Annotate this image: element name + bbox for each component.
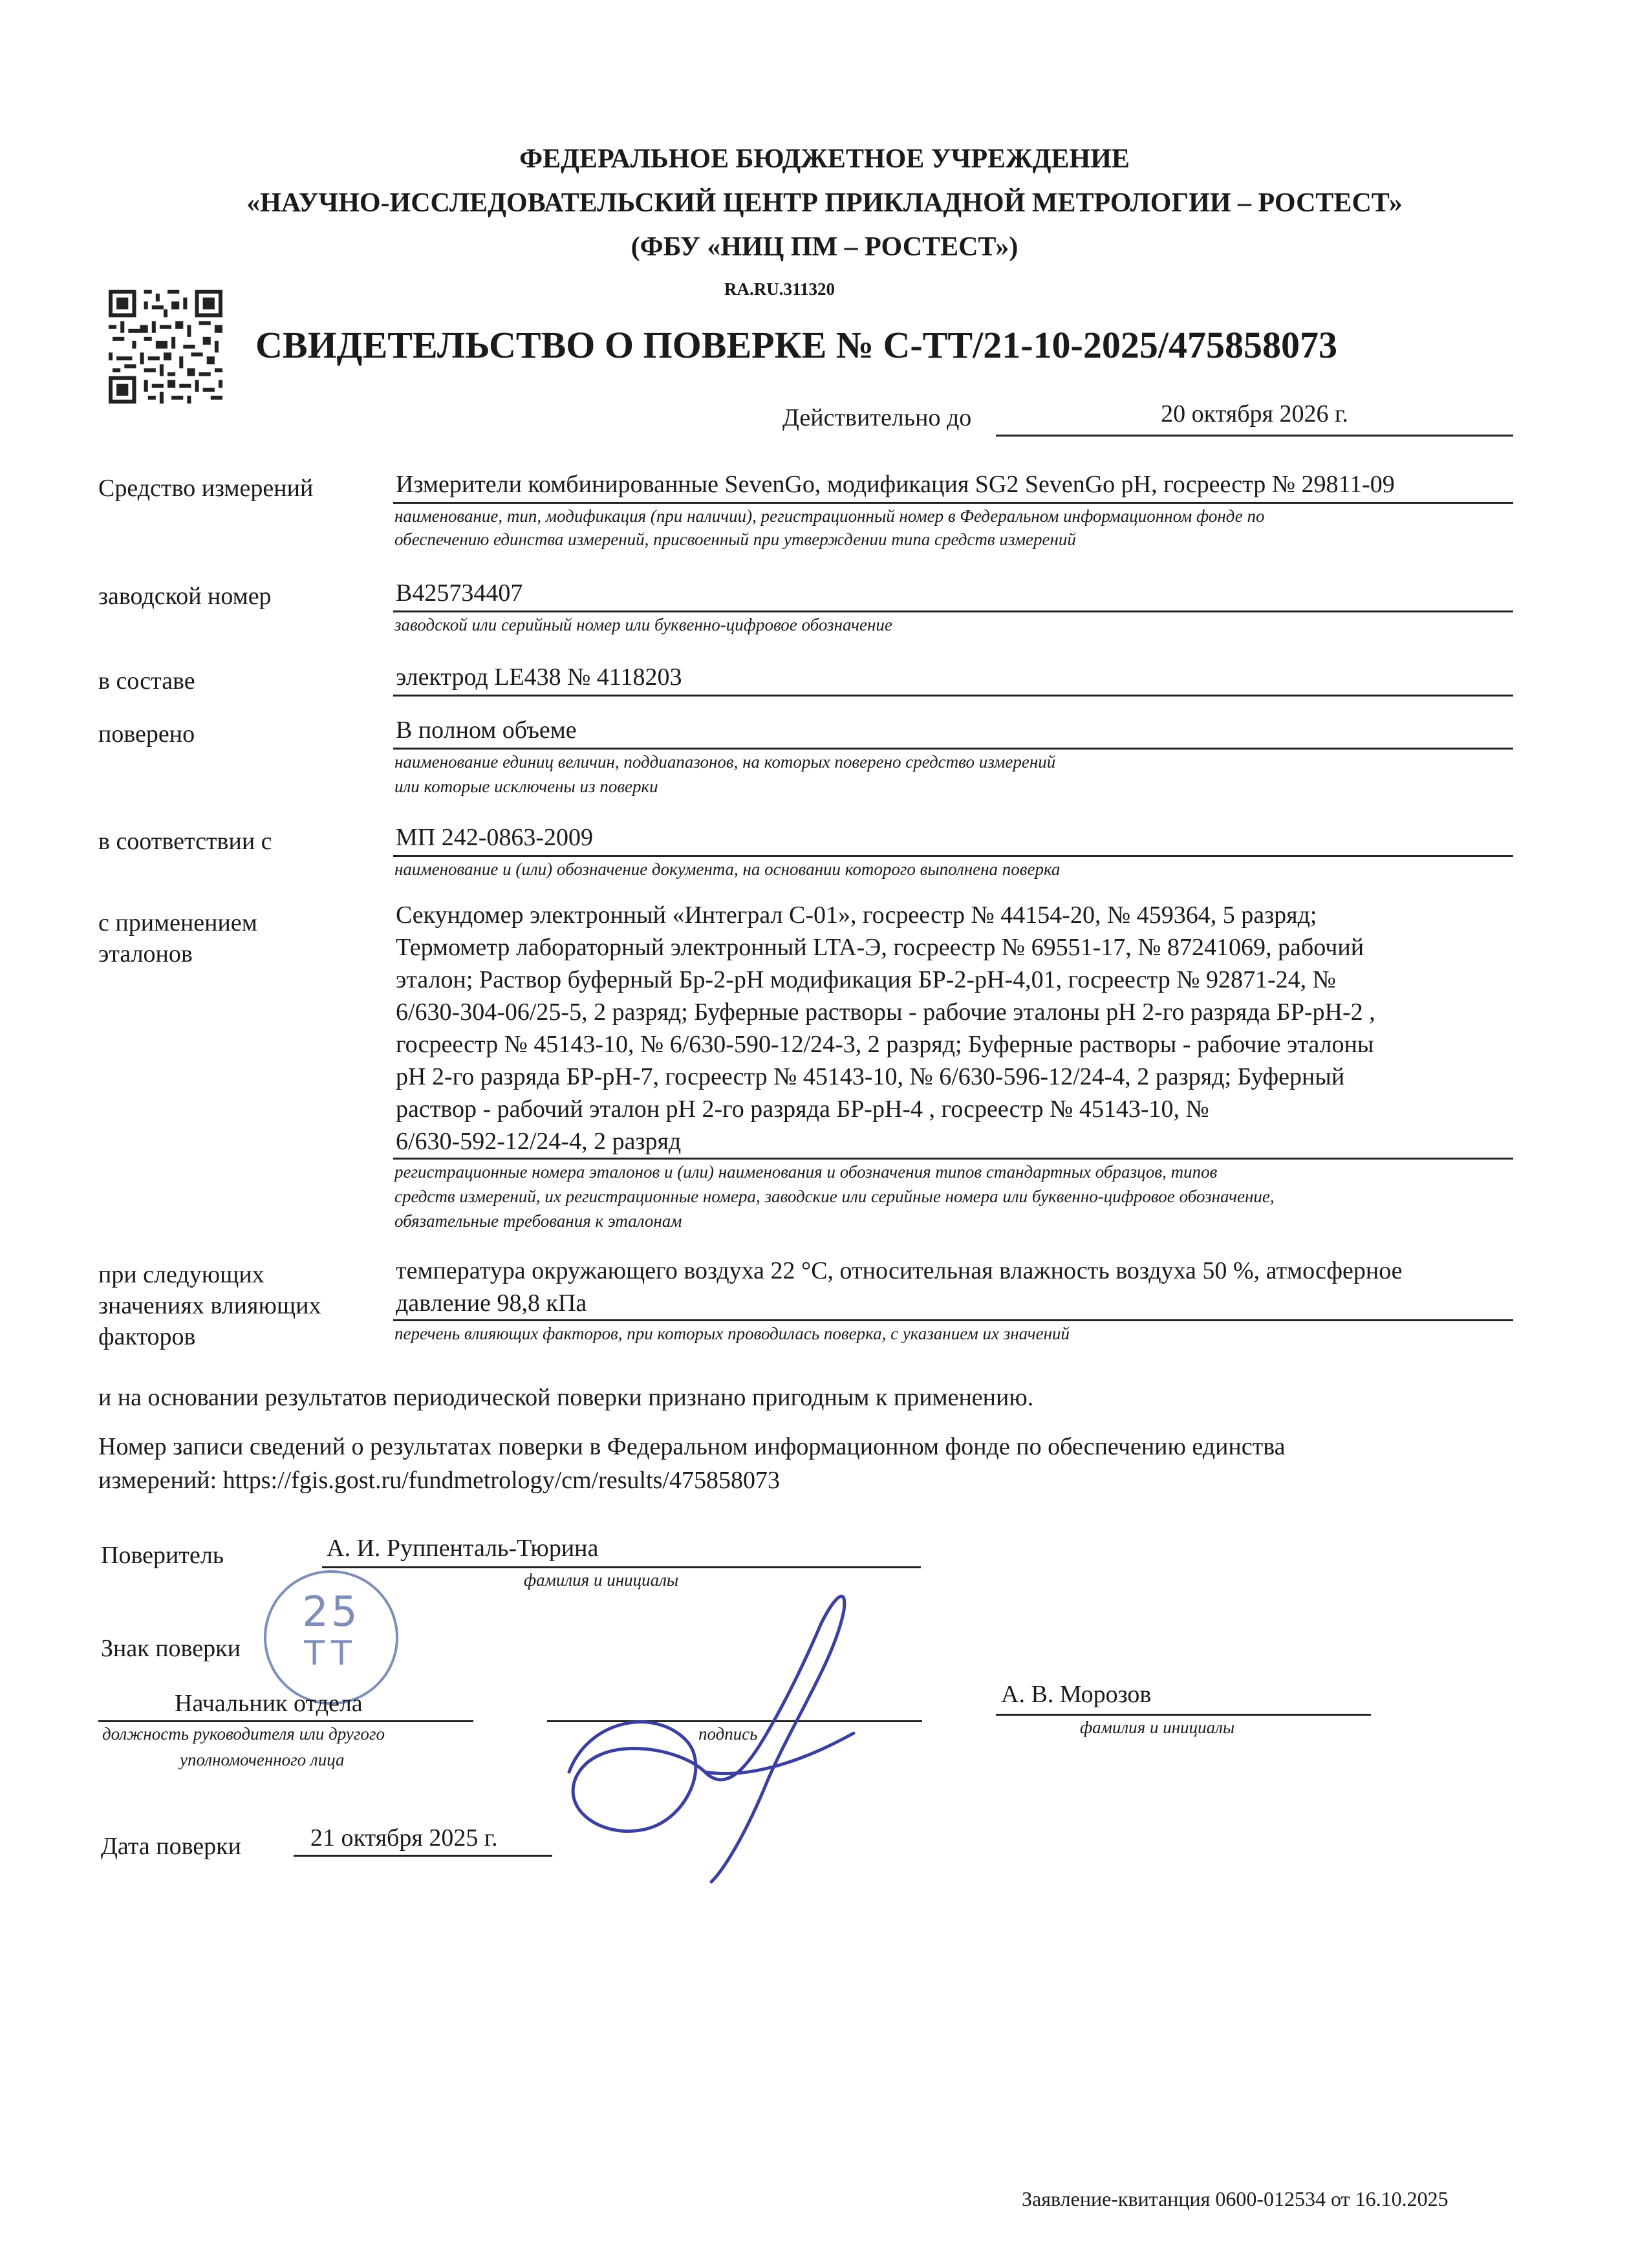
standards-label-1: с применением xyxy=(98,909,257,936)
valid-until-value: 20 октября 2026 г. xyxy=(1161,400,1348,427)
verification-date-label: Дата поверки xyxy=(101,1833,241,1860)
registry-line-1: Номер записи сведений о результатах поверки в Федеральном информационном фонде по обеспечению единства xyxy=(98,1433,1286,1460)
scope-rule xyxy=(393,748,1513,750)
conditions-label-1: при следующих xyxy=(98,1261,264,1288)
handwritten-signature xyxy=(550,1578,886,1888)
composition-value: электрод LE438 № 4118203 xyxy=(396,664,682,691)
verification-date-value: 21 октября 2025 г. xyxy=(310,1824,498,1852)
stamp-year: 25 xyxy=(302,1588,360,1636)
footer-receipt: Заявление-квитанция 0600-012534 от 16.10.2025 xyxy=(1022,2187,1449,2210)
instrument-label: Средство измерений xyxy=(98,475,314,502)
qr-code xyxy=(109,290,222,404)
verifier-name: А. И. Руппенталь-Тюрина xyxy=(327,1535,599,1562)
method-caption: наименование и (или) обозначение документа, на основании которого выполнена поверка xyxy=(394,859,1061,879)
standards-line: рН 2-го разряда БР-рН-7, госреестр № 45143-10, № 6/630-596-12/24-4, 2 разряд; Буферный xyxy=(396,1063,1345,1090)
instrument-rule xyxy=(393,502,1513,504)
stamp-code: ТТ xyxy=(304,1634,358,1673)
accreditation-number: RA.RU.311320 xyxy=(724,279,835,299)
org-name-line1: ФЕДЕРАЛЬНОЕ БЮДЖЕТНОЕ УЧРЕЖДЕНИЕ xyxy=(519,144,1130,174)
registry-line-2: измерений: https://fgis.gost.ru/fundmetrology/cm/results/475858073 xyxy=(98,1467,780,1494)
composition-label: в составе xyxy=(98,667,195,695)
method-value: МП 242-0863-2009 xyxy=(396,824,594,851)
org-name-line2: «НАУЧНО-ИССЛЕДОВАТЕЛЬСКИЙ ЦЕНТР ПРИКЛАДНОЙ МЕТРОЛОГИИ – РОСТЕСТ» xyxy=(246,188,1403,218)
standards-line: Термометр лабораторный электронный LTA-Э, госреестр № 69551-17, № 87241069, рабочий xyxy=(396,934,1364,961)
signature-caption: подпись xyxy=(698,1724,758,1744)
instrument-value: Измерители комбинированные SevenGo, модификация SG2 SevenGo pH, госреестр № 29811-09 xyxy=(396,471,1395,498)
verifier-caption: фамилия и инициалы xyxy=(524,1570,679,1590)
conditions-label-2: значениях влияющих xyxy=(98,1292,321,1319)
standards-label-2: эталонов xyxy=(98,940,193,967)
instrument-caption-2: обеспечению единства измерений, присвоенный при утверждении типа средств измерений xyxy=(394,530,1076,549)
head-caption-2: уполномоченного лица xyxy=(180,1750,345,1769)
standards-line: госреестр № 45143-10, № 6/630-590-12/24-3, 2 разряд; Буферные растворы - рабочие эталоны xyxy=(396,1031,1374,1058)
scope-caption-2: или которые исключены из поверки xyxy=(394,777,658,796)
standards-line: Секундомер электронный «Интеграл С-01», госреестр № 44154-20, № 459364, 5 разряд; xyxy=(396,902,1317,929)
verifier-label: Поверитель xyxy=(101,1542,224,1569)
verifier-rule xyxy=(322,1566,921,1568)
conditions-value-1: температура окружающего воздуха 22 °C, относительная влажность воздуха 50 %, атмосферное xyxy=(396,1257,1403,1284)
standards-list xyxy=(396,899,1375,1158)
head-name-caption: фамилия и инициалы xyxy=(1080,1718,1235,1737)
scope-label: поверено xyxy=(98,720,195,748)
head-name: А. В. Морозов xyxy=(1001,1681,1152,1708)
composition-rule xyxy=(393,695,1513,697)
standards-line: 6/630-592-12/24-4, 2 разряд xyxy=(396,1128,682,1155)
conditions-rule xyxy=(393,1319,1513,1321)
serial-label: заводской номер xyxy=(98,583,272,610)
valid-until-rule xyxy=(996,435,1513,437)
head-caption-1: должность руководителя или другого xyxy=(102,1724,385,1744)
head-name-rule xyxy=(996,1714,1371,1716)
serial-caption: заводской или серийный номер или буквенно-цифровое обозначение xyxy=(394,615,892,634)
standards-rule xyxy=(393,1158,1513,1160)
serial-rule xyxy=(393,610,1513,612)
verification-stamp xyxy=(264,1570,398,1705)
conclusion-text: и на основании результатов периодической поверки признано пригодным к применению. xyxy=(98,1384,1034,1411)
standards-line: 6/630-304-06/25-5, 2 разряд; Буферные растворы - рабочие эталоны рН 2-го разряда БР-рН-2 , xyxy=(396,999,1375,1026)
method-label: в соответствии с xyxy=(98,828,272,855)
instrument-caption-1: наименование, тип, модификация (при наличии), регистрационный номер в Федеральном информационном фонде по xyxy=(394,506,1265,526)
scope-value: В полном объеме xyxy=(396,717,577,744)
standards-caption-1: регистрационные номера эталонов и (или) наименования и обозначения типов стандартных образцов, типов xyxy=(394,1162,1218,1182)
head-title-rule xyxy=(98,1720,473,1722)
verification-date-rule xyxy=(294,1855,552,1857)
standards-caption-2: средств измерений, их регистрационные номера, заводские или серийные номера или буквенно-цифровое обозначение, xyxy=(394,1187,1275,1206)
valid-until-label: Действительно до xyxy=(782,404,972,431)
serial-value: B425734407 xyxy=(396,579,523,607)
method-rule xyxy=(393,855,1513,857)
head-title: Начальник отдела xyxy=(175,1690,363,1717)
conditions-label-3: факторов xyxy=(98,1323,196,1350)
standards-line: эталон; Раствор буферный Бр-2-рН модификация БР-2-рН-4,01, госреестр № 92871-24, № xyxy=(396,966,1336,993)
scope-caption-1: наименование единиц величин, поддиапазонов, на которых поверено средство измерений xyxy=(394,752,1056,772)
standards-caption-3: обязательные требования к эталонам xyxy=(394,1211,682,1231)
certificate-title: СВИДЕТЕЛЬСТВО О ПОВЕРКЕ № С-ТТ/21-10-2025/475858073 xyxy=(255,324,1337,366)
conditions-caption: перечень влияющих факторов, при которых проводилась поверка, с указанием их значений xyxy=(394,1324,1070,1343)
standards-line: раствор - рабочий эталон рН 2-го разряда БР-рН-4 , госреестр № 45143-10, № xyxy=(396,1096,1209,1123)
conditions-value-2: давление 98,8 кПа xyxy=(396,1290,587,1317)
verification-mark-label: Знак поверки xyxy=(101,1635,241,1662)
org-short-name: (ФБУ «НИЦ ПМ – РОСТЕСТ») xyxy=(630,232,1018,262)
